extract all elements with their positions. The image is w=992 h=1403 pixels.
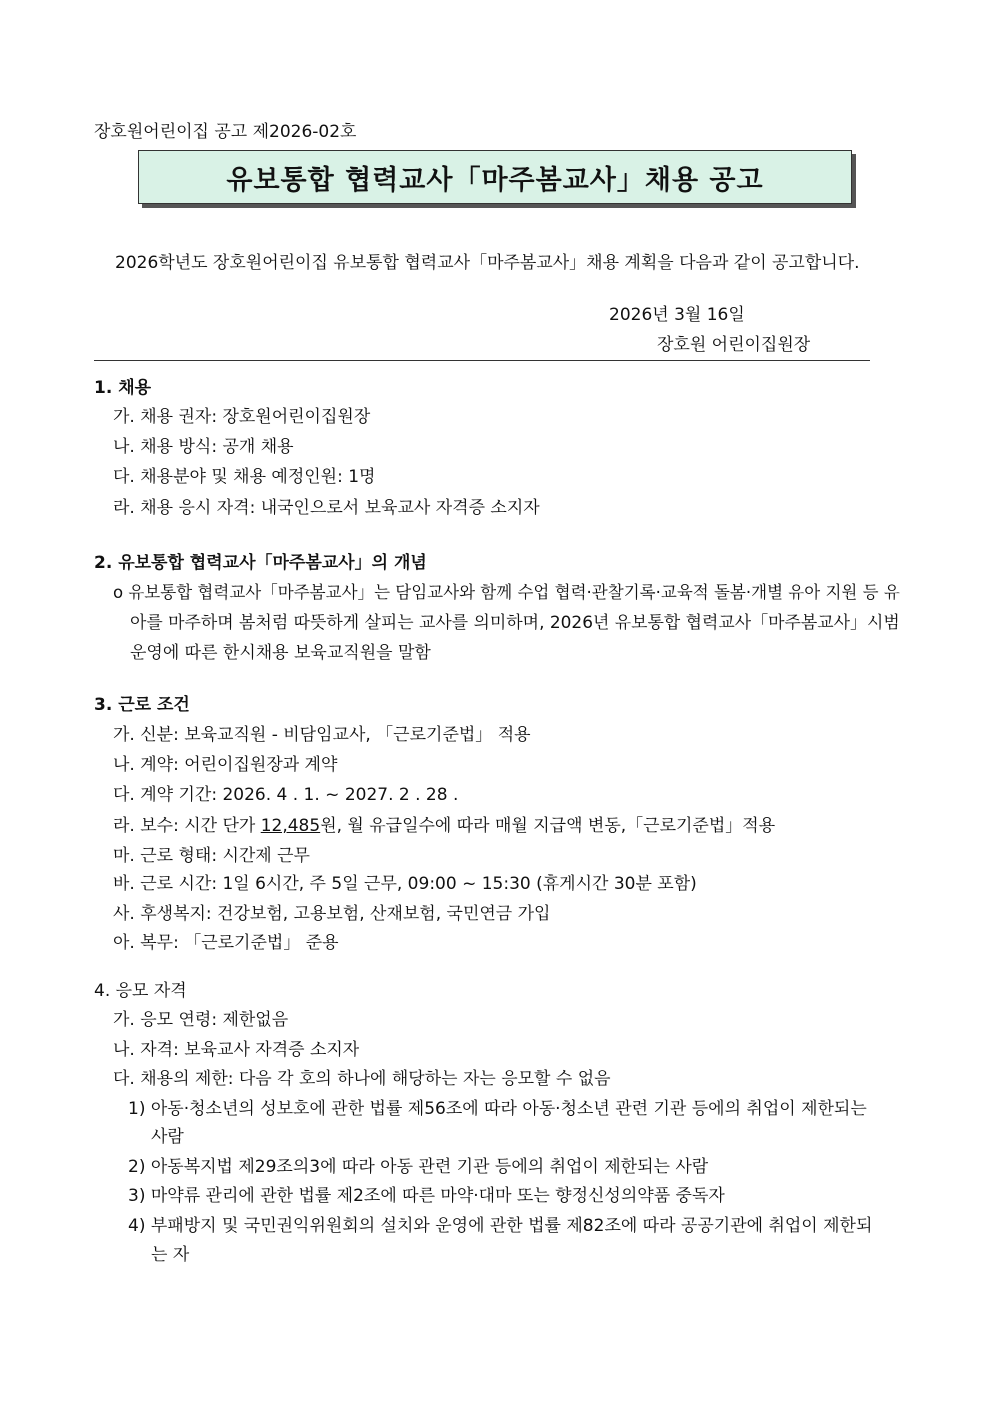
section-1-item: 나. 채용 방식: 공개 채용 — [113, 437, 294, 457]
section-1-item: 가. 채용 권자: 장호원어린이집원장 — [113, 407, 371, 427]
pay-item — [113, 811, 775, 836]
section-4-item: 나. 자격: 보육교사 자격증 소지자 — [113, 1040, 360, 1060]
section-4-heading: 4. 응모 자격 — [94, 981, 187, 1001]
section-2-line: 운영에 따른 한시채용 보육교직원을 말함 — [130, 643, 431, 663]
pay-prefix: 라. 보수: 시간 단가 — [113, 816, 261, 836]
intro-text: 2026학년도 장호원어린이집 유보통합 협력교사「마주봄교사」채용 계획을 다음과 같이 공고합니다. — [115, 253, 860, 273]
section-3-item: 아. 복무: 「근로기준법」 준용 — [113, 933, 339, 953]
restriction-item: 4) 부패방지 및 국민권익위원회의 설치와 운영에 관한 법률 제82조에 따라 공공기관에 취업이 제한되 — [128, 1216, 873, 1236]
page-title: 유보통합 협력교사「마주봄교사」채용 공고 — [226, 164, 764, 196]
section-1-item: 다. 채용분야 및 채용 예정인원: 1명 — [113, 467, 376, 487]
pay-suffix: 원, 월 유급일수에 따라 매월 지급액 변동,「근로기준법」적용 — [320, 816, 776, 836]
title-box — [138, 150, 852, 204]
restriction-item: 3) 마약류 관리에 관한 법률 제2조에 따른 마약·대마 또는 향정신성의약품 중독자 — [128, 1186, 725, 1206]
section-3-item: 나. 계약: 어린이집원장과 계약 — [113, 755, 338, 775]
section-2-line: o 유보통합 협력교사「마주봄교사」는 담임교사와 함께 수업 협력·관찰기록·교육적 돌봄·개별 유아 지원 등 유 — [113, 583, 900, 603]
section-3-item: 사. 후생복지: 건강보험, 고용보험, 산재보험, 국민연금 가입 — [113, 904, 551, 924]
section-3-item: 다. 계약 기간: 2026. 4 . 1. ~ 2027. 2 . 28 . — [113, 785, 459, 805]
document-number: 장호원어린이집 공고 제2026-02호 — [94, 122, 357, 142]
section-2-heading: 2. 유보통합 협력교사「마주봄교사」의 개념 — [94, 553, 427, 573]
section-4-item: 가. 응모 연령: 제한없음 — [113, 1010, 289, 1030]
pay-amount: 12,485 — [260, 816, 321, 836]
section-3-heading: 3. 근로 조건 — [94, 695, 190, 715]
section-4-item: 다. 채용의 제한: 다음 각 호의 하나에 해당하는 자는 응모할 수 없음 — [113, 1069, 611, 1089]
notice-date: 2026년 3월 16일 — [609, 305, 745, 325]
section-1-heading: 1. 채용 — [94, 378, 152, 398]
section-3-item: 가. 신분: 보육교직원 - 비담임교사, 「근로기준법」 적용 — [113, 725, 531, 745]
restriction-item: 2) 아동복지법 제29조의3에 따라 아동 관련 기관 등에의 취업이 제한되는 사람 — [128, 1157, 709, 1177]
divider — [94, 360, 870, 361]
section-1-item: 라. 채용 응시 자격: 내국인으로서 보육교사 자격증 소지자 — [113, 498, 540, 518]
issuer: 장호원 어린이집원장 — [657, 335, 811, 355]
restriction-item: 1) 아동·청소년의 성보호에 관한 법률 제56조에 따라 아동·청소년 관련 기관 등에의 취업이 제한되는 — [128, 1099, 867, 1119]
restriction-item-cont: 사람 — [151, 1127, 184, 1147]
section-3-item: 바. 근로 시간: 1일 6시간, 주 5일 근무, 09:00 ~ 15:30 (휴게시간 30분 포함) — [113, 874, 697, 894]
section-2-line: 아를 마주하며 봄처럼 따뜻하게 살피는 교사를 의미하며, 2026년 유보통합 협력교사「마주봄교사」시범 — [130, 613, 900, 633]
restriction-item-cont: 는 자 — [151, 1245, 190, 1265]
section-3-item: 마. 근로 형태: 시간제 근무 — [113, 846, 310, 866]
